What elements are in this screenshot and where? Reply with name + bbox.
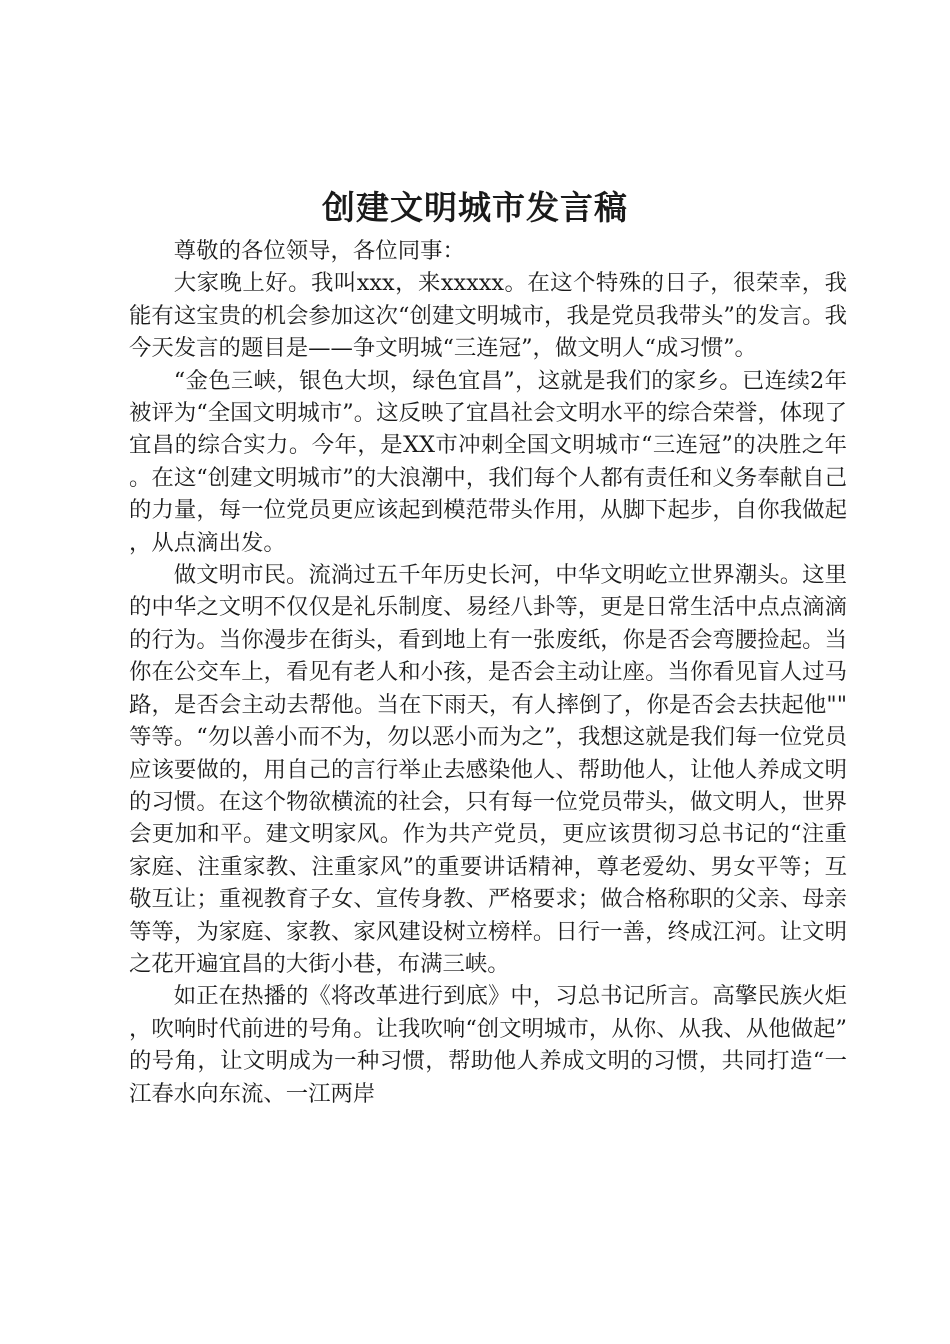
body-paragraph: 如正在热播的《将改革进行到底》中，习总书记所言。高擎民族火炬，吹响时代前进的号角。让我吹响“创文明城市，从你、从我、从他做起”的号角，让文明成为一种习惯，帮助他人养成文明的习惯，共同打造“一江春水向东流、一江两岸 [129,983,847,1107]
salutation-paragraph: 尊敬的各位领导，各位同事： [173,238,465,264]
document-title: 创建文明城市发言稿 [322,188,628,227]
body-paragraph: “金色三峡，银色大坝，绿色宜昌”，这就是我们的家乡。已连续2年被评为“全国文明城市”。这反映了宜昌社会文明水平的综合荣誉，体现了宜昌的综合实力。今年，是XX市冲刺全国文明城市“三连冠”的决胜之年。在这“创建文明城市”的大浪潮中，我们每个人都有责任和义务奉献自己的力量，每一位党员更应该起到模范带头作用，从脚下起步，自你我做起，从点滴出发。 [129,367,847,556]
document-body [129,235,847,1110]
body-paragraph: 大家晚上好。我叫xxx，来xxxxx。在这个特殊的日子，很荣幸，我能有这宝贵的机会参加这次“创建文明城市，我是党员我带头”的发言。我今天发言的题目是——争文明城“三连冠”，做文明人“成习惯”。 [129,270,847,362]
body-paragraph: 做文明市民。流淌过五千年历史长河，中华文明屹立世界潮头。这里的中华之文明不仅仅是礼乐制度、易经八卦等，更是日常生活中点点滴滴的行为。当你漫步在街头，看到地上有一张废纸，你是否会弯腰捡起。当你在公交车上，看见有老人和小孩，是否会主动让座。当你看见盲人过马路，是否会主动去帮他。当在下雨天，有人摔倒了，你是否会去扶起他""等等。“勿以善小而不为，勿以恶小而为之”，我想这就是我们每一位党员应该要做的，用自己的言行举止去感染他人、帮助他人，让他人养成文明的习惯。在这个物欲横流的社会，只有每一位党员带头，做文明人，世界会更加和平。建文明家风。作为共产党员，更应该贯彻习总书记的“注重家庭、注重家教、注重家风”的重要讲话精神，尊老爱幼、男女平等；互敬互让；重视教育子女、宣传身教、严格要求；做合格称职的父亲、母亲等等，为家庭、家教、家风建设树立榜样。日行一善，终成江河。让文明之花开遍宜昌的大街小巷，布满三峡。 [129,562,847,977]
